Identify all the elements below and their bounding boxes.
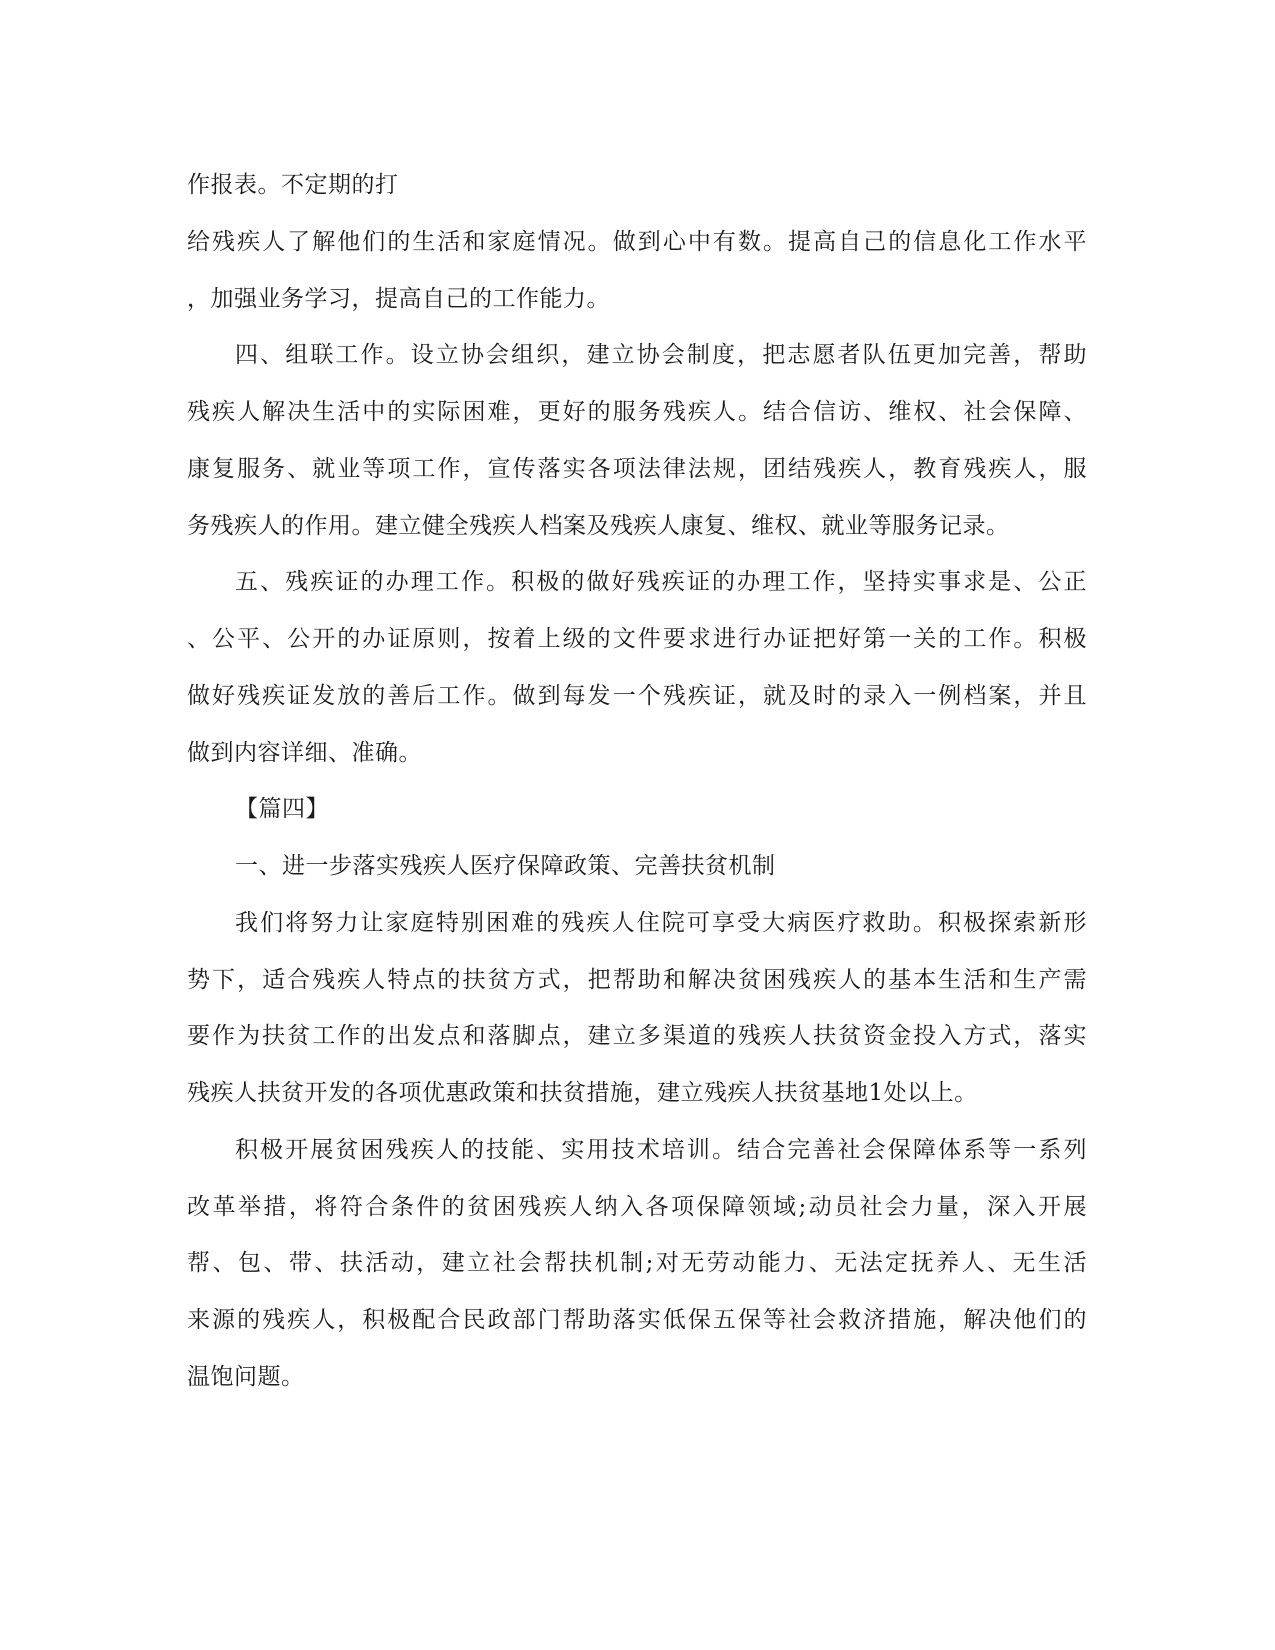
paragraph-first-line: 四、组联工作。设立协会组织，建立协会制度，把志愿者队伍更加完善，帮助 bbox=[235, 342, 1087, 368]
text-line: 务残疾人的作用。建立健全残疾人档案及残疾人康复、维权、就业等服务记录。 bbox=[187, 513, 1010, 539]
text-line: 残疾人扶贫开发的各项优惠政策和扶贫措施，建立残疾人扶贫基地1处以上。 bbox=[187, 1080, 978, 1106]
text-line: 做到内容详细、准确。 bbox=[187, 740, 422, 766]
paragraph-first-line: 五、残疾证的办理工作。积极的做好残疾证的办理工作，坚持实事求是、公正 bbox=[235, 569, 1087, 595]
text-line: 来源的残疾人，积极配合民政部门帮助落实低保五保等社会救济措施，解决他们的 bbox=[187, 1307, 1087, 1333]
text-line: 势下，适合残疾人特点的扶贫方式，把帮助和解决贫困残疾人的基本生活和生产需 bbox=[187, 967, 1087, 993]
text-line: 给残疾人了解他们的生活和家庭情况。做到心中有数。提高自己的信息化工作水平 bbox=[187, 229, 1087, 255]
text-line: 要作为扶贫工作的出发点和落脚点，建立多渠道的残疾人扶贫资金投入方式，落实 bbox=[187, 1023, 1087, 1049]
text-line: 帮、包、带、扶活动，建立社会帮扶机制;对无劳动能力、无法定抚养人、无生活 bbox=[187, 1250, 1087, 1276]
section-heading: 【篇四】 bbox=[235, 796, 329, 822]
text-line: 温饱问题。 bbox=[187, 1364, 305, 1390]
text-line: 改革举措，将符合条件的贫困残疾人纳入各项保障领域;动员社会力量，深入开展 bbox=[187, 1194, 1087, 1220]
text-line: 、公平、公开的办证原则，按着上级的文件要求进行办证把好第一关的工作。积极 bbox=[187, 626, 1087, 652]
text-line: 康复服务、就业等项工作，宣传落实各项法律法规，团结残疾人，教育残疾人，服 bbox=[187, 456, 1087, 482]
subsection-heading: 一、进一步落实残疾人医疗保障政策、完善扶贫机制 bbox=[235, 853, 776, 879]
text-line: 作报表。不定期的打 bbox=[187, 172, 399, 198]
text-line: 残疾人解决生活中的实际困难，更好的服务残疾人。结合信访、维权、社会保障、 bbox=[187, 399, 1087, 425]
paragraph-first-line: 我们将努力让家庭特别困难的残疾人住院可享受大病医疗救助。积极探索新形 bbox=[235, 910, 1087, 936]
paragraph-first-line: 积极开展贫困残疾人的技能、实用技术培训。结合完善社会保障体系等一系列 bbox=[235, 1137, 1087, 1163]
text-line: 做好残疾证发放的善后工作。做到每发一个残疾证，就及时的录入一例档案，并且 bbox=[187, 683, 1087, 709]
text-line: ，加强业务学习，提高自己的工作能力。 bbox=[187, 286, 610, 312]
